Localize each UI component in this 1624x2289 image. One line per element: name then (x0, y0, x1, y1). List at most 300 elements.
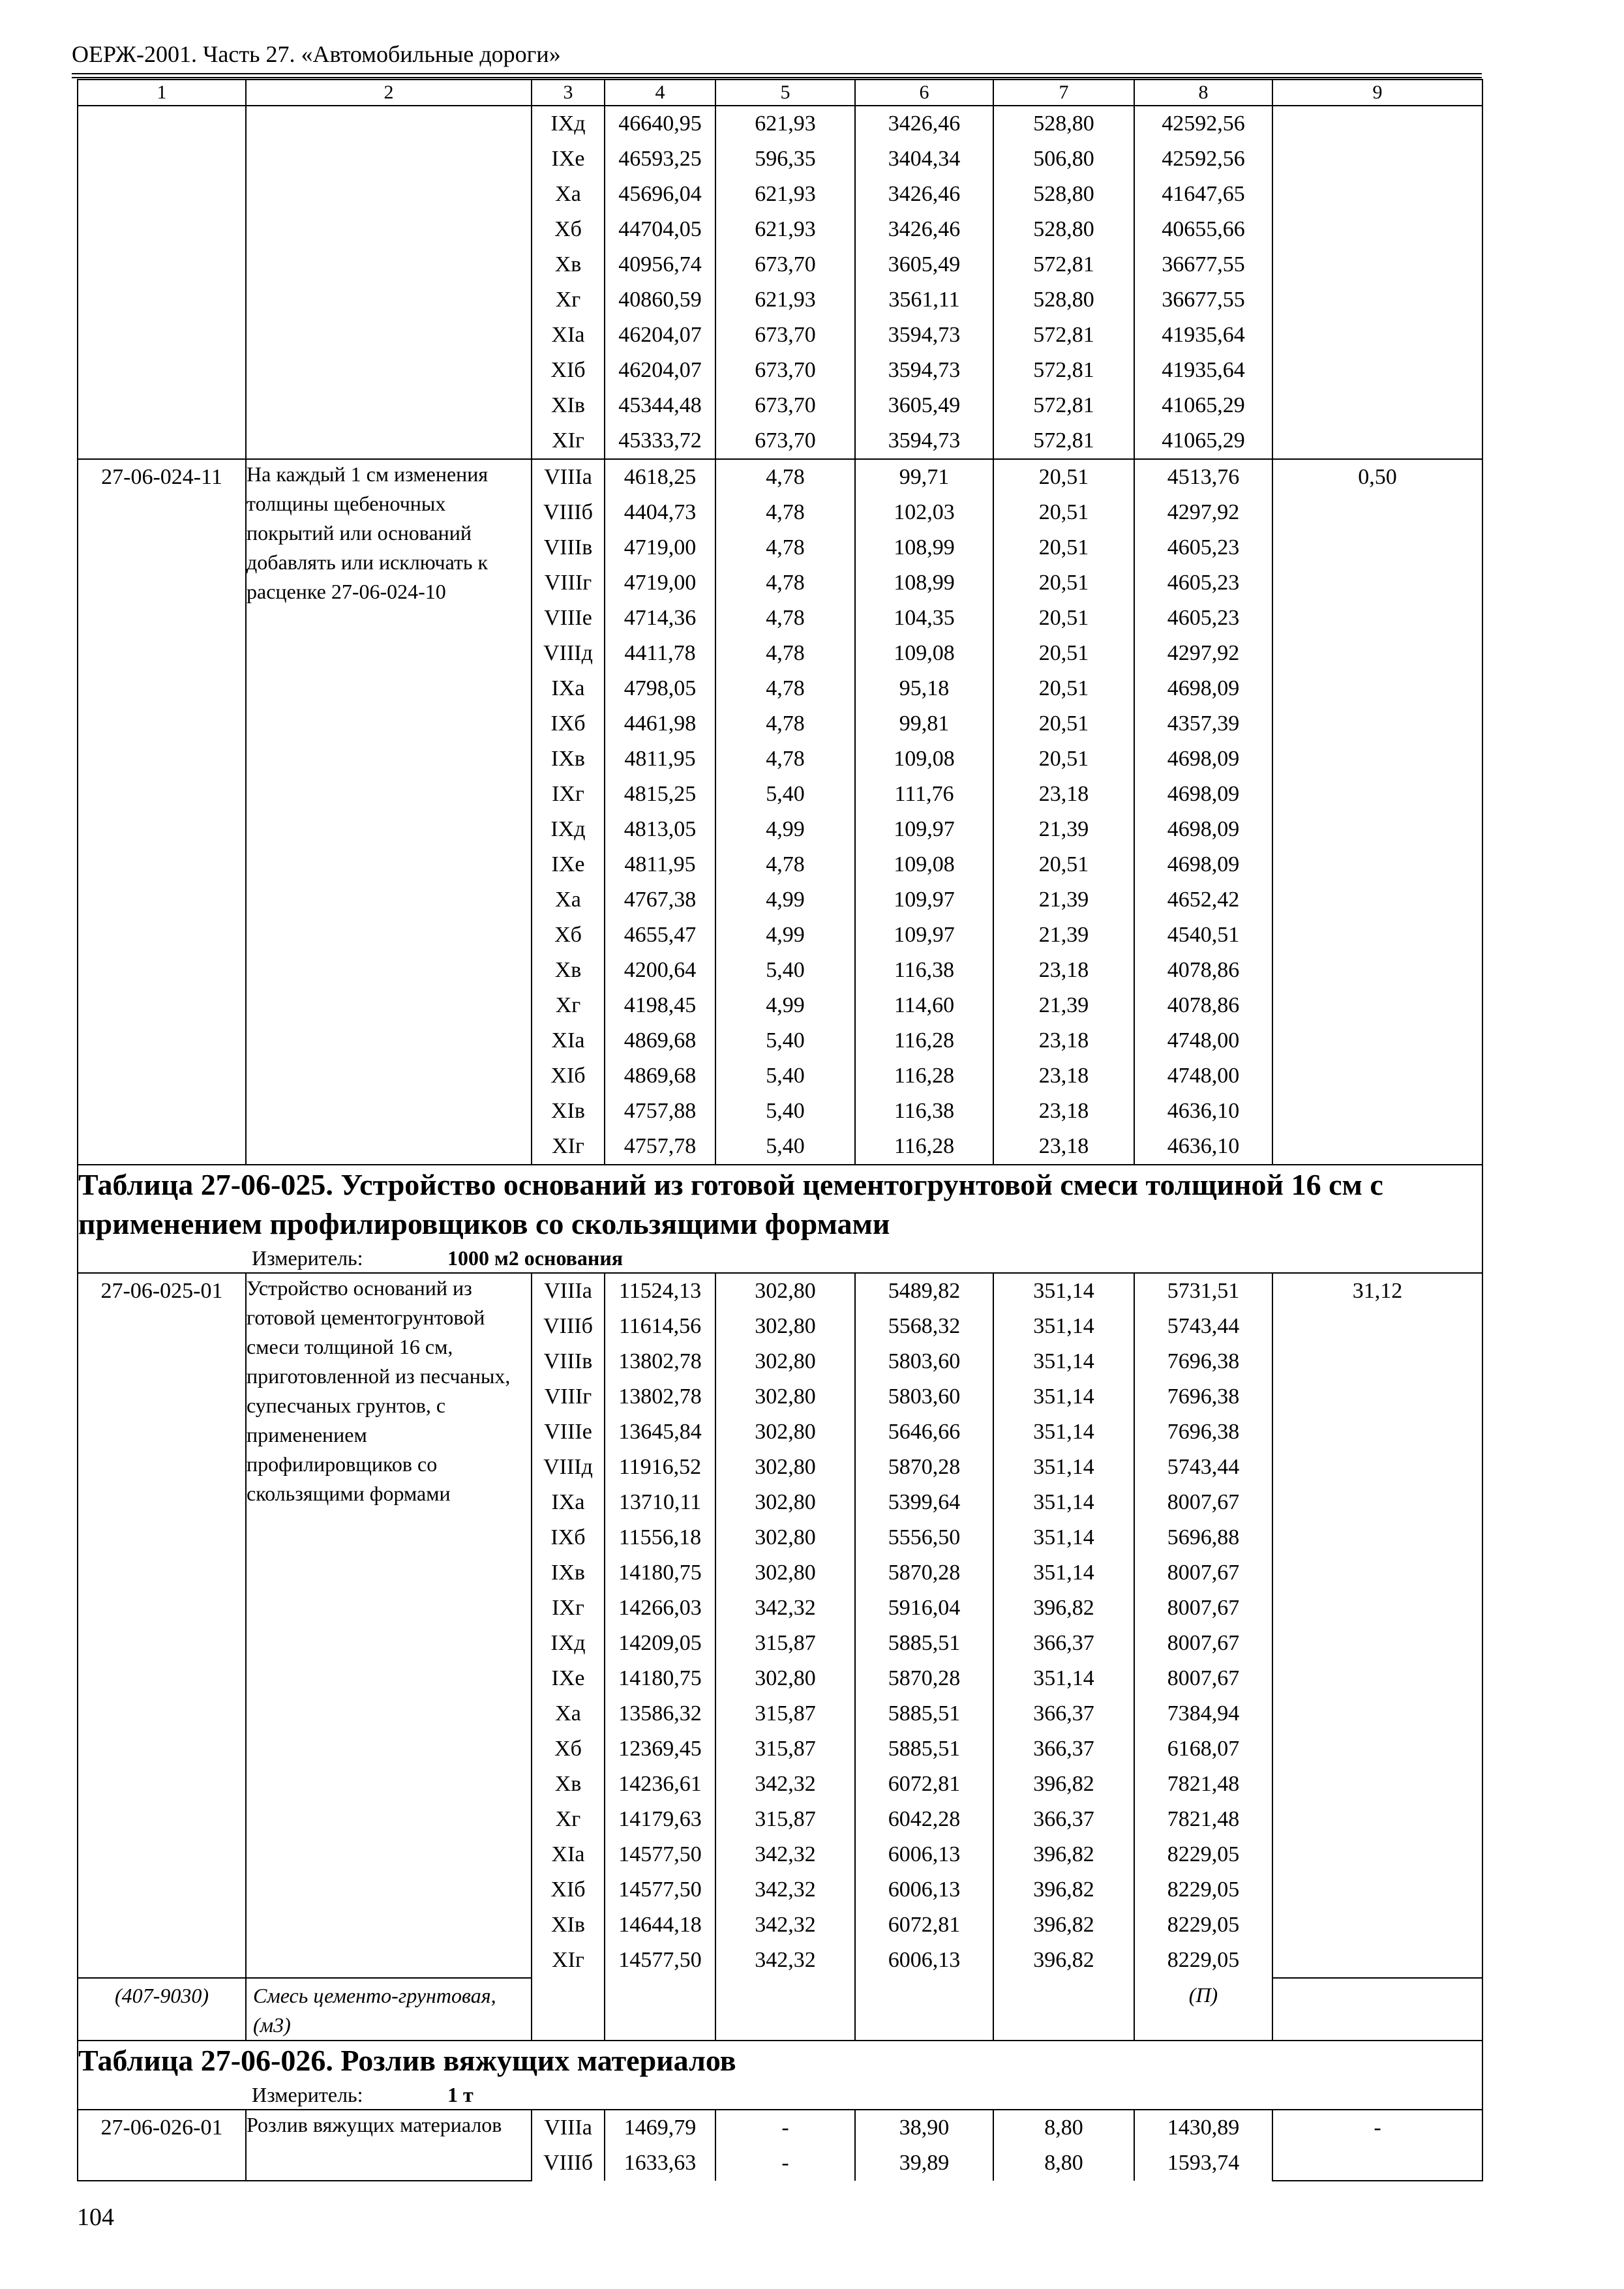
cell: 396,82 (993, 1591, 1134, 1626)
cell: 5731,51 (1134, 1273, 1272, 1309)
cell: 572,81 (993, 247, 1134, 282)
cell: 116,28 (855, 1129, 993, 1165)
cell: 1430,89 (1134, 2110, 1272, 2146)
cell: 36677,55 (1134, 282, 1272, 318)
cell: 5489,82 (855, 1273, 993, 1309)
cell: 5885,51 (855, 1626, 993, 1661)
cell: 4636,10 (1134, 1094, 1272, 1129)
cell: 315,87 (715, 1626, 855, 1661)
cell: 8,80 (993, 2146, 1134, 2181)
cell: 302,80 (715, 1520, 855, 1555)
cell: 99,81 (855, 706, 993, 741)
cell: 5556,50 (855, 1520, 993, 1555)
cell: 13586,32 (605, 1696, 715, 1731)
cell: 4,78 (715, 706, 855, 741)
cell: IXб (532, 1520, 605, 1555)
cell: 673,70 (715, 353, 855, 388)
cell: Xб (532, 918, 605, 953)
rate-row (78, 2110, 1482, 2146)
cell: 342,32 (715, 1908, 855, 1943)
rate-row (78, 106, 1482, 142)
cell: 116,38 (855, 1094, 993, 1129)
cell: 342,32 (715, 1767, 855, 1802)
cell: 528,80 (993, 177, 1134, 212)
cell: XIа (532, 1023, 605, 1058)
running-header: ОЕРЖ-2001. Часть 27. «Автомобильные дороги» (72, 41, 561, 67)
meter-unit: 1000 м2 основания (447, 1246, 624, 1270)
cell: Xб (532, 212, 605, 247)
cell: 396,82 (993, 1837, 1134, 1872)
cell: 5743,44 (1134, 1450, 1272, 1485)
cell: IXе (532, 142, 605, 177)
cell: 8007,67 (1134, 1626, 1272, 1661)
cell: 8007,67 (1134, 1555, 1272, 1591)
cell: 4540,51 (1134, 918, 1272, 953)
cell: 396,82 (993, 1872, 1134, 1908)
cell: 104,35 (855, 601, 993, 636)
cell: 11614,56 (605, 1309, 715, 1344)
cell: 95,18 (855, 671, 993, 706)
cell: 4698,09 (1134, 671, 1272, 706)
cell: 45333,72 (605, 423, 715, 459)
cell: 342,32 (715, 1872, 855, 1908)
cell: 6072,81 (855, 1908, 993, 1943)
cell: 302,80 (715, 1450, 855, 1485)
cell: 1633,63 (605, 2146, 715, 2181)
cell: 6006,13 (855, 1837, 993, 1872)
cell: 13802,78 (605, 1344, 715, 1379)
cell: XIа (532, 1837, 605, 1872)
column-number: 3 (532, 80, 605, 106)
cell: 46204,07 (605, 318, 715, 353)
table-title-row (78, 1165, 1482, 1273)
cell: IXа (532, 1485, 605, 1520)
cell: 528,80 (993, 106, 1134, 142)
cell: VIIIе (532, 1414, 605, 1450)
cell: Xг (532, 282, 605, 318)
cell: 8,80 (993, 2110, 1134, 2146)
cell: 351,14 (993, 1555, 1134, 1591)
cell: 5646,66 (855, 1414, 993, 1450)
cell: 5,40 (715, 1094, 855, 1129)
cell: 46204,07 (605, 353, 715, 388)
cell: IXд (532, 106, 605, 142)
cell: 4767,38 (605, 882, 715, 918)
cell: Xг (532, 1802, 605, 1837)
rate-name: На каждый 1 см изменения толщины щебеночных покрытий или оснований добавлять или исключать к расценке 27-06-024-10 (246, 459, 532, 1165)
cell: 572,81 (993, 318, 1134, 353)
cell: 342,32 (715, 1837, 855, 1872)
table-title (78, 1165, 1482, 1273)
cell: XIб (532, 1872, 605, 1908)
cell: 4,78 (715, 847, 855, 882)
cell: 315,87 (715, 1731, 855, 1767)
cell: 14209,05 (605, 1626, 715, 1661)
cell: - (715, 2146, 855, 2181)
cell: 8007,67 (1134, 1661, 1272, 1696)
rate-code: 27-06-025-01 (78, 1273, 246, 1978)
cell: 4,78 (715, 495, 855, 530)
cell: 46640,95 (605, 106, 715, 142)
material-cell (1272, 1978, 1482, 2041)
column-number: 8 (1134, 80, 1272, 106)
cell: 1593,74 (1134, 2146, 1272, 2181)
cell: 5399,64 (855, 1485, 993, 1520)
cell: VIIIв (532, 1344, 605, 1379)
page-number: 104 (77, 2204, 114, 2231)
cell: 4,78 (715, 601, 855, 636)
cell: VIIIа (532, 459, 605, 495)
cell: 342,32 (715, 1591, 855, 1626)
table-title (78, 2041, 1482, 2110)
cell: 114,60 (855, 988, 993, 1023)
cell: 20,51 (993, 636, 1134, 671)
cell: 23,18 (993, 1094, 1134, 1129)
cell: 302,80 (715, 1661, 855, 1696)
cell: 4698,09 (1134, 812, 1272, 847)
cell: 99,71 (855, 459, 993, 495)
table-title-row (78, 2041, 1482, 2110)
cell: 6006,13 (855, 1943, 993, 1978)
meter-label: Измеритель: (252, 1246, 363, 1270)
cell: 4815,25 (605, 777, 715, 812)
cell: XIг (532, 1129, 605, 1165)
cell: 4357,39 (1134, 706, 1272, 741)
cell: 4655,47 (605, 918, 715, 953)
cell: 621,93 (715, 212, 855, 247)
cell: 572,81 (993, 423, 1134, 459)
cell: 8007,67 (1134, 1485, 1272, 1520)
cell: 5568,32 (855, 1309, 993, 1344)
cell: 45344,48 (605, 388, 715, 423)
cell: 4,99 (715, 918, 855, 953)
cell: 7821,48 (1134, 1802, 1272, 1837)
cell: 315,87 (715, 1802, 855, 1837)
cell: 366,37 (993, 1696, 1134, 1731)
cell: 20,51 (993, 459, 1134, 495)
cell: 12369,45 (605, 1731, 715, 1767)
cell: Xа (532, 1696, 605, 1731)
cell: 20,51 (993, 847, 1134, 882)
cell: XIг (532, 423, 605, 459)
cell: 4461,98 (605, 706, 715, 741)
table-title-text: Таблица 27-06-025. Устройство оснований из готовой цементогрунтовой смеси толщиной 16 см с применением профилировщиков со скользящими формами (78, 1168, 1383, 1240)
cell: Xв (532, 247, 605, 282)
cell: 302,80 (715, 1344, 855, 1379)
rate-row (78, 459, 1482, 495)
cell: 23,18 (993, 953, 1134, 988)
cell: 6168,07 (1134, 1731, 1272, 1767)
cell: 7696,38 (1134, 1379, 1272, 1414)
cell: 14266,03 (605, 1591, 715, 1626)
cell: 11524,13 (605, 1273, 715, 1309)
cell: 14180,75 (605, 1555, 715, 1591)
cell: 8229,05 (1134, 1908, 1272, 1943)
meter-unit: 1 т (447, 2083, 474, 2106)
cell: 14577,50 (605, 1943, 715, 1978)
column-number: 7 (993, 80, 1134, 106)
cell: 14180,75 (605, 1661, 715, 1696)
cell: 5,40 (715, 777, 855, 812)
cell: 4411,78 (605, 636, 715, 671)
cell: 20,51 (993, 530, 1134, 565)
material-cell (993, 1978, 1134, 2041)
cell: Xб (532, 1731, 605, 1767)
cell: 20,51 (993, 741, 1134, 777)
cell: XIв (532, 388, 605, 423)
cell: 23,18 (993, 1129, 1134, 1165)
cell: 3605,49 (855, 247, 993, 282)
cell: 4813,05 (605, 812, 715, 847)
cell: 4,78 (715, 741, 855, 777)
cell: 14179,63 (605, 1802, 715, 1837)
cell: 6042,28 (855, 1802, 993, 1837)
rate-name: Розлив вяжущих материалов (246, 2110, 532, 2181)
cell: XIг (532, 1943, 605, 1978)
cell: 20,51 (993, 495, 1134, 530)
cell: 4,99 (715, 882, 855, 918)
cell: 4869,68 (605, 1058, 715, 1094)
cell: 4636,10 (1134, 1129, 1272, 1165)
column-number: 6 (855, 80, 993, 106)
cell: 5696,88 (1134, 1520, 1272, 1555)
material-unit-mark: (П) (1134, 1978, 1272, 2041)
rates-table (77, 79, 1483, 2181)
cell: 14236,61 (605, 1767, 715, 1802)
cell: 111,76 (855, 777, 993, 812)
cell: 20,51 (993, 706, 1134, 741)
cell: 5803,60 (855, 1344, 993, 1379)
cell: 4698,09 (1134, 847, 1272, 882)
cell: 44704,05 (605, 212, 715, 247)
cell: 41935,64 (1134, 353, 1272, 388)
cell: 5,40 (715, 1023, 855, 1058)
material-cell (605, 1978, 715, 2041)
cell: 109,97 (855, 918, 993, 953)
cell: 4748,00 (1134, 1058, 1272, 1094)
cell: 109,08 (855, 741, 993, 777)
cell: 5885,51 (855, 1731, 993, 1767)
cell: 39,89 (855, 2146, 993, 2181)
cell: 4719,00 (605, 565, 715, 601)
column-number: 4 (605, 80, 715, 106)
cell: 528,80 (993, 282, 1134, 318)
header-rule (72, 73, 1482, 74)
cell: Xа (532, 177, 605, 212)
cell: 4605,23 (1134, 601, 1272, 636)
cell: 5,40 (715, 1129, 855, 1165)
cell: IXд (532, 1626, 605, 1661)
cell: 596,35 (715, 142, 855, 177)
cell: VIIIе (532, 601, 605, 636)
cell: 396,82 (993, 1767, 1134, 1802)
cell: IXе (532, 1661, 605, 1696)
cell: 40956,74 (605, 247, 715, 282)
cell: XIв (532, 1908, 605, 1943)
cell: 108,99 (855, 565, 993, 601)
cell: 41065,29 (1134, 388, 1272, 423)
cell: VIIIб (532, 495, 605, 530)
cell: 116,28 (855, 1058, 993, 1094)
cell: 673,70 (715, 318, 855, 353)
cell: 4078,86 (1134, 988, 1272, 1023)
cell: XIв (532, 1094, 605, 1129)
cell: 108,99 (855, 530, 993, 565)
cell: 23,18 (993, 1058, 1134, 1094)
cell: 506,80 (993, 142, 1134, 177)
cell: VIIIг (532, 565, 605, 601)
cell: 4078,86 (1134, 953, 1272, 988)
cell: IXа (532, 671, 605, 706)
cell: 1469,79 (605, 2110, 715, 2146)
cell: Xв (532, 1767, 605, 1802)
cell: 4698,09 (1134, 741, 1272, 777)
cell: 4757,78 (605, 1129, 715, 1165)
cell: VIIIд (532, 636, 605, 671)
cell: 673,70 (715, 388, 855, 423)
cell: IXд (532, 812, 605, 847)
cell: 366,37 (993, 1731, 1134, 1767)
cell: 7696,38 (1134, 1414, 1272, 1450)
cell: 4618,25 (605, 459, 715, 495)
cell: 3404,34 (855, 142, 993, 177)
cell: VIIIа (532, 2110, 605, 2146)
cell: - (715, 2110, 855, 2146)
cell: VIIIб (532, 2146, 605, 2181)
cell: 13710,11 (605, 1485, 715, 1520)
cell: 5870,28 (855, 1450, 993, 1485)
rate-code: 27-06-024-11 (78, 459, 246, 1165)
cell: XIб (532, 353, 605, 388)
cell: 351,14 (993, 1309, 1134, 1344)
cell: IXб (532, 706, 605, 741)
cell: 5870,28 (855, 1661, 993, 1696)
cell: VIIIг (532, 1379, 605, 1414)
cell: 14577,50 (605, 1872, 715, 1908)
cell: 36677,55 (1134, 247, 1272, 282)
cell: 351,14 (993, 1344, 1134, 1379)
material-cell (715, 1978, 855, 2041)
cell: XIа (532, 318, 605, 353)
cell: 8229,05 (1134, 1837, 1272, 1872)
cell: 5885,51 (855, 1696, 993, 1731)
cell: 366,37 (993, 1802, 1134, 1837)
norm-value: - (1272, 2110, 1482, 2181)
cell: 20,51 (993, 671, 1134, 706)
column-number: 1 (78, 80, 246, 106)
cell: 42592,56 (1134, 142, 1272, 177)
cell: 351,14 (993, 1273, 1134, 1309)
cell: 351,14 (993, 1661, 1134, 1696)
cell: 4297,92 (1134, 636, 1272, 671)
cell: 5743,44 (1134, 1309, 1272, 1344)
cell: 315,87 (715, 1696, 855, 1731)
cell: XIб (532, 1058, 605, 1094)
cell: 13802,78 (605, 1379, 715, 1414)
cell: 3605,49 (855, 388, 993, 423)
cell: 4,78 (715, 636, 855, 671)
cell: 20,51 (993, 601, 1134, 636)
cell: 3426,46 (855, 106, 993, 142)
cell: 351,14 (993, 1414, 1134, 1450)
cell: 528,80 (993, 212, 1134, 247)
cell: 3594,73 (855, 318, 993, 353)
material-row (78, 1978, 1482, 2041)
cell: 4605,23 (1134, 530, 1272, 565)
header-rule-2 (72, 77, 1482, 78)
cell: 302,80 (715, 1414, 855, 1450)
cell: 302,80 (715, 1555, 855, 1591)
cell: 396,82 (993, 1943, 1134, 1978)
cell: 8229,05 (1134, 1872, 1272, 1908)
cell: 396,82 (993, 1908, 1134, 1943)
cell: 302,80 (715, 1309, 855, 1344)
cell: 302,80 (715, 1273, 855, 1309)
cell: 21,39 (993, 812, 1134, 847)
cell: 102,03 (855, 495, 993, 530)
cell: 6006,13 (855, 1872, 993, 1908)
cell: 4748,00 (1134, 1023, 1272, 1058)
cell: 302,80 (715, 1379, 855, 1414)
rate-row (78, 1273, 1482, 1309)
norm-value (1272, 106, 1482, 459)
material-cell (855, 1978, 993, 2041)
cell: 621,93 (715, 282, 855, 318)
cell: 6072,81 (855, 1767, 993, 1802)
cell: 351,14 (993, 1450, 1134, 1485)
norm-value: 31,12 (1272, 1273, 1482, 1978)
cell: 42592,56 (1134, 106, 1272, 142)
cell: 23,18 (993, 777, 1134, 812)
cell: 351,14 (993, 1520, 1134, 1555)
cell: 673,70 (715, 423, 855, 459)
cell: 116,38 (855, 953, 993, 988)
cell: 11556,18 (605, 1520, 715, 1555)
material-name: Смесь цементо-грунтовая, (м3) (246, 1978, 532, 2041)
cell: 4798,05 (605, 671, 715, 706)
cell: 5870,28 (855, 1555, 993, 1591)
cell: VIIIд (532, 1450, 605, 1485)
cell: 8007,67 (1134, 1591, 1272, 1626)
cell: IXг (532, 1591, 605, 1626)
cell: 4198,45 (605, 988, 715, 1023)
cell: 366,37 (993, 1626, 1134, 1661)
cell: IXв (532, 741, 605, 777)
table-title-text: Таблица 27-06-026. Розлив вяжущих материалов (78, 2044, 736, 2077)
cell: VIIIа (532, 1273, 605, 1309)
cell: 3426,46 (855, 177, 993, 212)
cell: 3594,73 (855, 423, 993, 459)
cell: 5916,04 (855, 1591, 993, 1626)
meter-label: Измеритель: (252, 2083, 363, 2106)
column-number: 5 (715, 80, 855, 106)
cell: 21,39 (993, 988, 1134, 1023)
cell: 4605,23 (1134, 565, 1272, 601)
cell: 41647,65 (1134, 177, 1272, 212)
cell: 4652,42 (1134, 882, 1272, 918)
cell: 109,97 (855, 882, 993, 918)
cell: 3561,11 (855, 282, 993, 318)
cell: IXг (532, 777, 605, 812)
cell: Xг (532, 988, 605, 1023)
cell: 4811,95 (605, 741, 715, 777)
cell: 4714,36 (605, 601, 715, 636)
rate-code: 27-06-026-01 (78, 2110, 246, 2181)
cell: 4,99 (715, 988, 855, 1023)
cell: Xв (532, 953, 605, 988)
cell: 4404,73 (605, 495, 715, 530)
cell: 7384,94 (1134, 1696, 1272, 1731)
